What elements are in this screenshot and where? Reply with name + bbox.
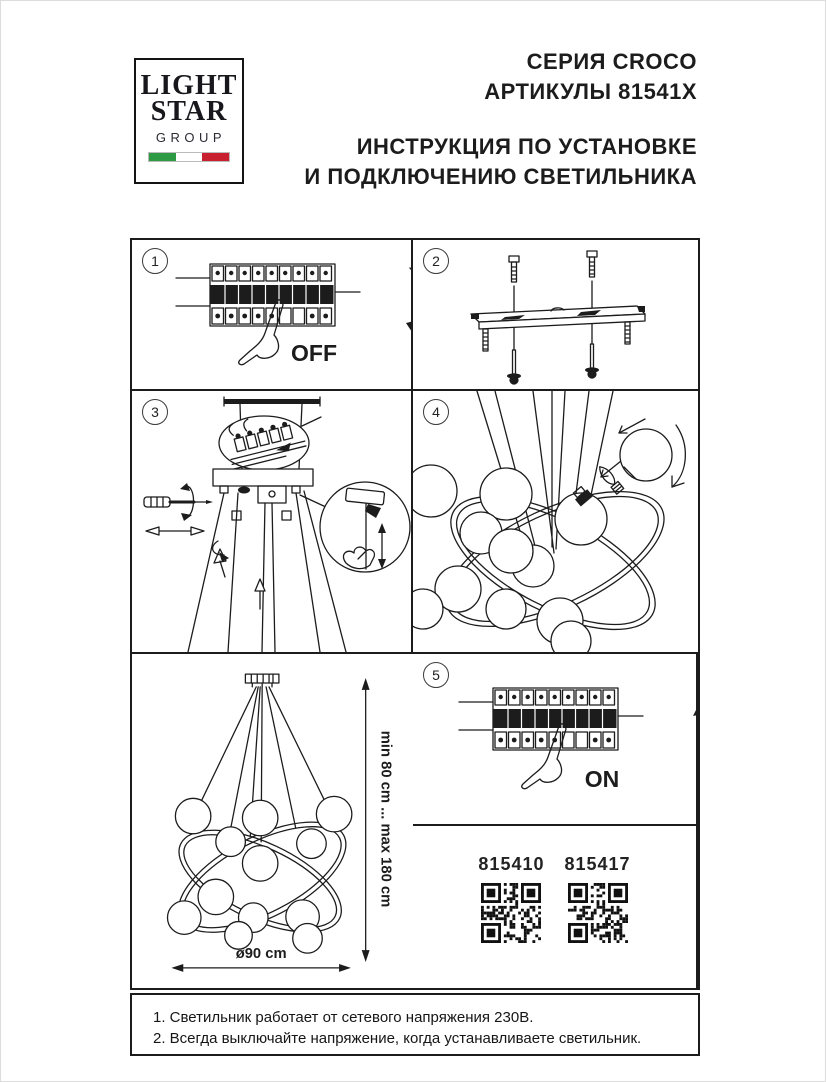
instruction-title-line1: ИНСТРУКЦИЯ ПО УСТАНОВКЕ [356,134,697,159]
chandelier-assembly-diagram [413,391,698,652]
qr-label-815417: 815417 [564,854,631,874]
footer-note [130,993,700,1056]
step-3-panel [132,391,413,654]
step-1-number-badge: 1 [142,248,168,274]
step-4-panel [413,391,698,654]
note-line-1: 1. Светильник работает от сетевого напряжения 230В. [153,1009,534,1026]
logo-star-text: STAR [150,96,228,127]
header-titles [237,47,697,192]
mounting-bracket-diagram [413,240,698,389]
article-title: АРТИКУЛЫ 81541X [484,79,697,104]
qr-code-815410 [481,883,541,943]
step-2-panel [413,240,698,391]
chandelier-dimensions-diagram [132,654,413,988]
qr-block-right [565,854,631,948]
step-3-number-badge: 3 [142,399,168,425]
logo-light-text: LIGHT [140,70,238,101]
note-line-2: 2. Всегда выключайте напряжение, когда устанавливаете светильник. [153,1030,642,1047]
step-1-panel [132,240,413,391]
instruction-steps-table [130,238,700,990]
italian-flag-bar [148,152,230,162]
qr-panel [413,826,698,988]
logo-group-text: GROUP [155,130,227,145]
flag-green-segment [149,153,176,161]
flag-red-segment [202,153,229,161]
step-5-number-badge: 5 [423,662,449,688]
breaker-on-diagram [413,654,696,824]
flag-white-segment [176,153,203,161]
qr-label-815410: 815410 [478,854,545,874]
step-2-number-badge: 2 [423,248,449,274]
lightstar-logo [134,58,244,184]
off-label: OFF [291,340,337,366]
dimensions-panel [132,654,413,988]
series-title: СЕРИЯ CROCO [526,49,697,74]
ceiling-mount-diagram [132,391,411,652]
qr-code-815417 [568,883,628,943]
diameter-dimension-label: ø90 cm [235,946,287,963]
step-5-panel [413,654,698,826]
height-dimension-label: min 80 cm ... max 180 cm [377,730,394,908]
breaker-off-diagram [132,240,411,389]
on-label: ON [584,766,620,792]
step-4-number-badge: 4 [423,399,449,425]
instruction-title-line2: И ПОДКЛЮЧЕНИЮ СВЕТИЛЬНИКА [304,164,697,189]
qr-block-left [478,854,544,948]
